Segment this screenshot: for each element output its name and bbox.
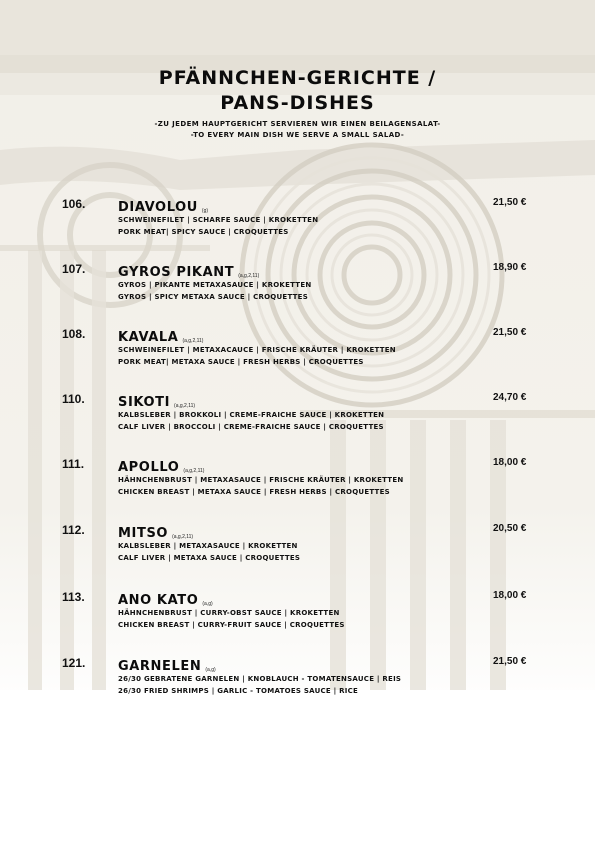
item-price: 18,90 € — [493, 262, 527, 273]
item-description-en: CHICKEN BREAST | METAXA SAUCE | FRESH HERBS | CROQUETTES — [118, 488, 390, 496]
item-name-row — [118, 589, 213, 608]
item-price: 18,00 € — [493, 457, 527, 468]
menu-item — [0, 590, 595, 650]
menu-item — [0, 327, 595, 387]
item-name-row — [118, 655, 216, 674]
item-allergens: (a,g,2,11) — [172, 534, 194, 540]
item-name: GARNELEN — [118, 659, 202, 674]
item-number: 121. — [62, 656, 86, 670]
item-description-en: GYROS | SPICY METAXA SAUCE | CROQUETTES — [118, 293, 308, 301]
item-description-en: CALF LIVER | BROCCOLI | CREME-FRAICHE SAUCE | CROQUETTES — [118, 423, 384, 431]
item-name: DIAVOLOU — [118, 200, 198, 215]
menu-item — [0, 262, 595, 322]
item-description-de: HÄHNCHENBRUST | METAXASAUCE | FRISCHE KRÄUTER | KROKETTEN — [118, 476, 404, 484]
item-name: ANO KATO — [118, 593, 199, 608]
item-allergens: (a,g,2,11) — [182, 338, 204, 344]
item-name-row — [118, 261, 259, 280]
item-price: 21,50 € — [493, 656, 527, 667]
item-number: 108. — [62, 327, 86, 341]
item-allergens: (a,g,2,11) — [238, 273, 260, 279]
subtitle-english: -TO EVERY MAIN DISH WE SERVE A SMALL SALAD- — [190, 131, 405, 139]
item-name: KAVALA — [118, 330, 179, 345]
item-number: 111. — [62, 457, 85, 471]
item-description-de: KALBSLEBER | METAXASAUCE | KROKETTEN — [118, 542, 298, 550]
item-number: 113. — [62, 590, 85, 604]
item-allergens: (g) — [201, 208, 209, 214]
item-price: 18,00 € — [493, 590, 527, 601]
menu-item — [0, 656, 595, 716]
item-price: 21,50 € — [493, 327, 527, 338]
item-allergens: (a,g,2,11) — [183, 468, 205, 474]
item-price: 20,50 € — [493, 523, 527, 534]
menu-item — [0, 392, 595, 452]
item-name-row — [118, 326, 203, 345]
item-number: 110. — [62, 392, 85, 406]
page-title-line1: PFÄNNCHEN-GERICHTE / — [158, 67, 437, 89]
item-description-en: CHICKEN BREAST | CURRY-FRUIT SAUCE | CROQUETTES — [118, 621, 345, 629]
item-name-row — [118, 196, 208, 215]
item-description-en: CALF LIVER | METAXA SAUCE | CROQUETTES — [118, 554, 301, 562]
item-name-row — [118, 522, 193, 541]
item-allergens: (a,g,2,11) — [174, 403, 196, 409]
item-description-de: KALBSLEBER | BROKKOLI | CREME-FRAICHE SAUCE | KROKETTEN — [118, 411, 385, 419]
item-description-de: GYROS | PIKANTE METAXASAUCE | KROKETTEN — [118, 281, 312, 289]
item-price: 21,50 € — [493, 197, 527, 208]
item-description-de: HÄHNCHENBRUST | CURRY-OBST SAUCE | KROKETTEN — [118, 609, 340, 617]
item-description-de: 26/30 GEBRATENE GARNELEN | KNOBLAUCH - TOMATENSAUCE | REIS — [118, 675, 402, 683]
item-name: APOLLO — [118, 460, 180, 475]
item-name: SIKOTI — [118, 395, 171, 410]
menu-item — [0, 523, 595, 583]
menu-item — [0, 457, 595, 517]
item-description-en: PORK MEAT| SPICY SAUCE | CROQUETTES — [118, 228, 289, 236]
item-description-en: PORK MEAT| METAXA SAUCE | FRESH HERBS | CROQUETTES — [118, 358, 364, 366]
item-description-de: SCHWEINEFILET | METAXACAUCE | FRISCHE KRÄUTER | KROKETTEN — [118, 346, 396, 354]
item-allergens: (a,g) — [202, 601, 213, 607]
item-number: 112. — [62, 523, 85, 537]
item-allergens: (a,g) — [205, 667, 216, 673]
subtitle-german: -ZU JEDEM HAUPTGERICHT SERVIEREN WIR EINEN BEILAGENSALAT- — [154, 120, 441, 128]
item-number: 107. — [62, 262, 86, 276]
item-number: 106. — [62, 197, 86, 211]
item-name-row — [118, 456, 204, 475]
item-price: 24,70 € — [493, 392, 527, 403]
item-description-en: 26/30 FRIED SHRIMPS | GARLIC - TOMATOES SAUCE | RICE — [118, 687, 359, 695]
page-title-line2: PANS-DISHES — [220, 92, 375, 114]
item-name-row — [118, 391, 195, 410]
item-description-de: SCHWEINEFILET | SCHARFE SAUCE | KROKETTEN — [118, 216, 319, 224]
item-name: MITSO — [118, 526, 169, 541]
menu-item — [0, 197, 595, 257]
item-name: GYROS PIKANT — [118, 265, 235, 280]
